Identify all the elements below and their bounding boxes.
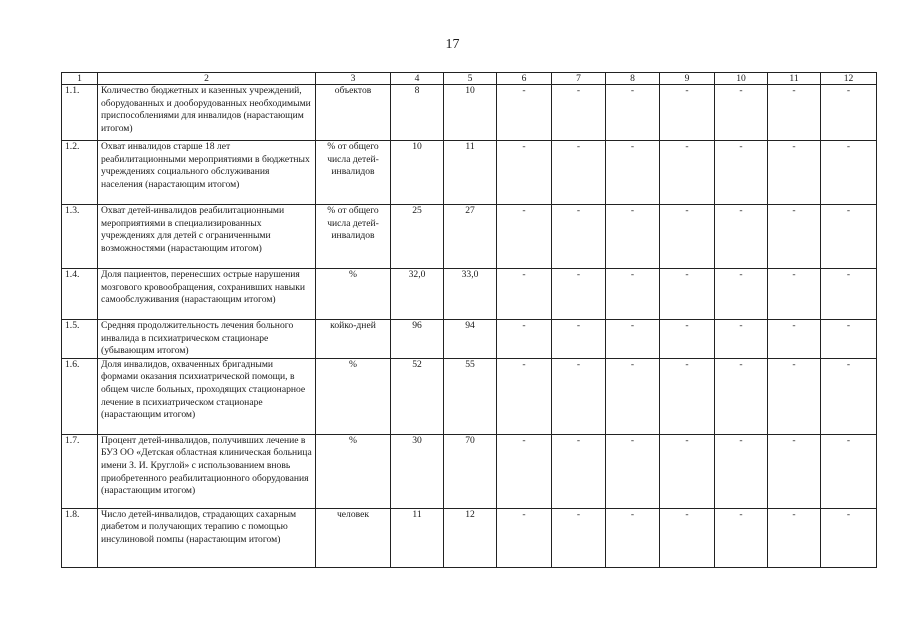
column-header: 8 [606,73,660,85]
indicator-name: Доля инвалидов, охваченных бригадными формами оказания психиатрической помощи, в общем числе больных, проходящих стационарное лечение в психиатрическом стационаре (нарастающим итогом) [98,358,316,434]
value-col10: - [715,141,768,205]
indicators-table [61,72,877,568]
unit-cell: % [316,358,391,434]
value-col7: - [552,85,606,141]
value-col7: - [552,434,606,508]
column-header: 10 [715,73,768,85]
value-col4: 96 [391,320,444,359]
value-col7: - [552,205,606,269]
value-col10: - [715,205,768,269]
value-col11: - [768,85,821,141]
column-header: 4 [391,73,444,85]
value-col9: - [660,141,715,205]
value-col9: - [660,320,715,359]
value-col4: 10 [391,141,444,205]
row-number: 1.2. [62,141,98,205]
value-col12: - [821,508,877,567]
value-col5: 33,0 [444,269,497,320]
value-col8: - [606,320,660,359]
value-col6: - [497,269,552,320]
indicator-name: Охват инвалидов старше 18 лет реабилитационными мероприятиями в бюджетных учреждениях социального обслуживания населения (нарастающим итогом) [98,141,316,205]
value-col6: - [497,358,552,434]
row-number: 1.7. [62,434,98,508]
value-col10: - [715,85,768,141]
value-col7: - [552,320,606,359]
value-col5: 27 [444,205,497,269]
value-col10: - [715,434,768,508]
value-col12: - [821,320,877,359]
indicator-name: Средняя продолжительность лечения больного инвалида в психиатрическом стационаре (убывающим итогом) [98,320,316,359]
unit-cell: % [316,434,391,508]
value-col8: - [606,269,660,320]
value-col11: - [768,358,821,434]
value-col5: 12 [444,508,497,567]
value-col12: - [821,141,877,205]
value-col9: - [660,434,715,508]
unit-cell: % от общего числа детей-инвалидов [316,141,391,205]
indicator-name: Количество бюджетных и казенных учреждений, оборудованных и дооборудованных необходимыми приспособлениями для инвалидов (нарастающим итогом) [98,85,316,141]
value-col12: - [821,269,877,320]
value-col8: - [606,85,660,141]
value-col4: 32,0 [391,269,444,320]
value-col6: - [497,141,552,205]
value-col9: - [660,85,715,141]
value-col9: - [660,358,715,434]
unit-cell: койко-дней [316,320,391,359]
row-number: 1.4. [62,269,98,320]
indicator-name: Процент детей-инвалидов, получивших лечение в БУЗ ОО «Детская областная клиническая больница имени З. И. Круглой» с использованием вновь приобретенного реабилитационного оборудования (нарастающим итогом) [98,434,316,508]
unit-cell: % [316,269,391,320]
table-row [62,508,877,567]
row-number: 1.3. [62,205,98,269]
value-col7: - [552,141,606,205]
value-col9: - [660,269,715,320]
indicator-name: Число детей-инвалидов, страдающих сахарным диабетом и получающих терапию с помощью инсулиновой помпы (нарастающим итогом) [98,508,316,567]
value-col10: - [715,320,768,359]
table-row [62,141,877,205]
value-col11: - [768,434,821,508]
value-col6: - [497,85,552,141]
row-number: 1.8. [62,508,98,567]
column-header: 6 [497,73,552,85]
value-col6: - [497,434,552,508]
value-col4: 8 [391,85,444,141]
table-row [62,434,877,508]
value-col7: - [552,358,606,434]
value-col12: - [821,205,877,269]
table-row [62,358,877,434]
value-col9: - [660,205,715,269]
value-col8: - [606,205,660,269]
table-row [62,205,877,269]
value-col5: 11 [444,141,497,205]
column-header: 11 [768,73,821,85]
value-col5: 70 [444,434,497,508]
indicator-name: Охват детей-инвалидов реабилитационными мероприятиями в специализированных учреждениях для детей с ограниченными возможностями (нарастающим итогом) [98,205,316,269]
value-col11: - [768,269,821,320]
value-col8: - [606,141,660,205]
value-col10: - [715,358,768,434]
column-header: 7 [552,73,606,85]
value-col7: - [552,269,606,320]
unit-cell: объектов [316,85,391,141]
value-col4: 30 [391,434,444,508]
value-col4: 52 [391,358,444,434]
value-col11: - [768,205,821,269]
column-header: 12 [821,73,877,85]
table-row [62,320,877,359]
value-col11: - [768,320,821,359]
value-col4: 11 [391,508,444,567]
value-col6: - [497,320,552,359]
value-col4: 25 [391,205,444,269]
column-header: 3 [316,73,391,85]
value-col8: - [606,508,660,567]
value-col5: 94 [444,320,497,359]
value-col11: - [768,508,821,567]
unit-cell: % от общего числа детей-инвалидов [316,205,391,269]
value-col12: - [821,85,877,141]
value-col6: - [497,205,552,269]
value-col8: - [606,358,660,434]
value-col11: - [768,141,821,205]
value-col6: - [497,508,552,567]
unit-cell: человек [316,508,391,567]
header-row [62,73,877,85]
column-header: 9 [660,73,715,85]
column-header: 1 [62,73,98,85]
row-number: 1.6. [62,358,98,434]
value-col5: 55 [444,358,497,434]
table-row [62,85,877,141]
value-col12: - [821,434,877,508]
column-header: 5 [444,73,497,85]
value-col9: - [660,508,715,567]
value-col12: - [821,358,877,434]
table-row [62,269,877,320]
indicator-name: Доля пациентов, перенесших острые нарушения мозгового кровообращения, сохранивших навыки самообслуживания (нарастающим итогом) [98,269,316,320]
value-col5: 10 [444,85,497,141]
value-col8: - [606,434,660,508]
page-number: 17 [445,37,460,52]
column-header: 2 [98,73,316,85]
value-col10: - [715,508,768,567]
row-number: 1.5. [62,320,98,359]
value-col10: - [715,269,768,320]
value-col7: - [552,508,606,567]
row-number: 1.1. [62,85,98,141]
